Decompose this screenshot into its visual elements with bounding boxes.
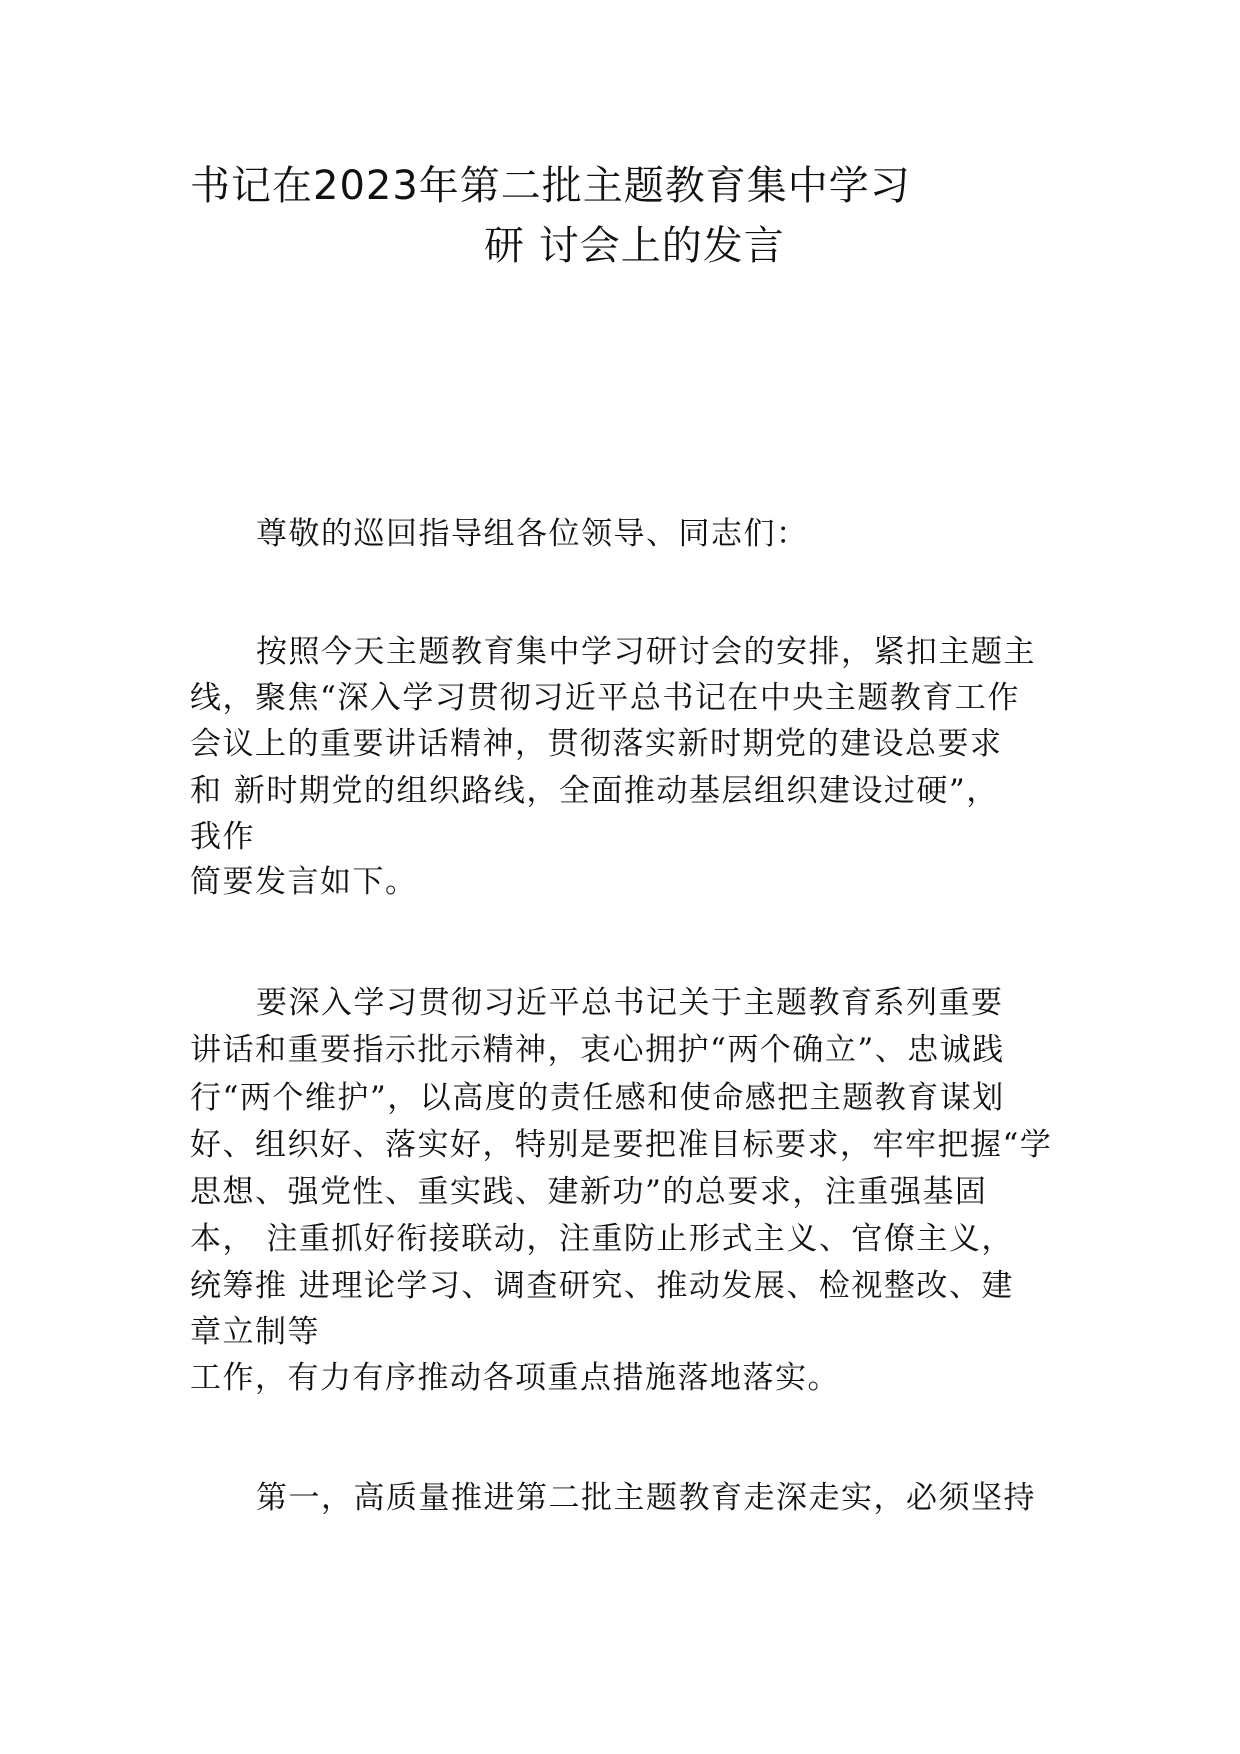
paragraph-line: 简要发言如下。 bbox=[190, 864, 418, 900]
paragraph-line: 会议上的重要讲话精神，贯彻落实新时期党的建设总要求 bbox=[190, 726, 1003, 762]
paragraph-line: 本， 注重抓好衔接联动，注重防止形式主义、官僚主义， bbox=[190, 1221, 1014, 1257]
paragraph-line: 思想、强党性、重实践、建新功”的总要求，注重强基固 bbox=[190, 1174, 988, 1210]
document-title-line-1: 书记在2023年第二批主题教育集中学习 bbox=[190, 163, 911, 209]
document-title-line-2: 研 讨会上的发言 bbox=[484, 223, 785, 269]
paragraph-line: 线，聚焦“深入学习贯彻习近平总书记在中央主题教育工作 bbox=[190, 680, 1020, 716]
paragraph-line: 工作，有力有序推动各项重点措施落地落实。 bbox=[190, 1360, 840, 1396]
paragraph-line: 和 新时期党的组织路线，全面推动基层组织建设过硬”， bbox=[190, 773, 999, 809]
salutation: 尊敬的巡回指导组各位领导、同志们： bbox=[256, 516, 809, 552]
paragraph-line: 章立制等 bbox=[190, 1314, 320, 1350]
paragraph-line: 好、组织好、落实好，特别是要把准目标要求，牢牢把握“学 bbox=[190, 1127, 1053, 1163]
paragraph-line: 第一，高质量推进第二批主题教育走深走实，必须坚持 bbox=[256, 1480, 1036, 1516]
paragraph-line: 按照今天主题教育集中学习研讨会的安排，紧扣主题主 bbox=[256, 634, 1036, 670]
paragraph-line: 统筹推 进理论学习、调查研究、推动发展、检视整改、建 bbox=[190, 1268, 1014, 1304]
paragraph-line: 要深入学习贯彻习近平总书记关于主题教育系列重要 bbox=[256, 985, 1004, 1021]
paragraph-line: 我作 bbox=[190, 819, 255, 855]
paragraph-line: 讲话和重要指示批示精神，衷心拥护“两个确立”、忠诚践 bbox=[190, 1032, 1005, 1068]
paragraph-line: 行“两个维护”，以高度的责任感和使命感把主题教育谋划 bbox=[190, 1080, 1005, 1116]
